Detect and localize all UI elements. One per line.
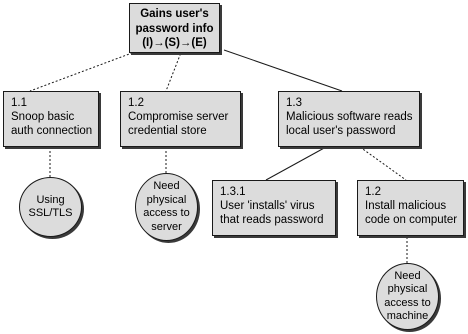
node-id: 1.2 (128, 97, 144, 109)
leaf-server-access-circle (135, 173, 198, 241)
leaf-text-line: SSL/TLS (28, 207, 73, 219)
leaf-text-line: access to (384, 296, 431, 309)
flow-step-s: (S) (164, 37, 180, 49)
node-label-line2: auth connection (11, 125, 93, 137)
root-flow (130, 36, 219, 51)
leaf-text-line: access to (143, 207, 190, 219)
edge-root-1-1 (30, 50, 140, 91)
root-goal-box (129, 3, 220, 53)
node-id: 1.3.1 (220, 186, 246, 198)
node-1-2-box (120, 91, 241, 147)
leaf-text-line: physical (387, 283, 428, 295)
node-label-line2: local user's password (286, 125, 396, 137)
edge-1-3-1-3-1 (266, 147, 326, 180)
leaf-text-line: Need (394, 269, 421, 282)
leaf-text-line: physical (146, 193, 187, 206)
node-id: 1.2 (365, 186, 381, 198)
node-1-3-box (278, 91, 420, 147)
edge-root-1-3 (224, 50, 342, 91)
node-1-3-1-box (212, 180, 336, 236)
leaf-text-line: server (151, 220, 182, 233)
node-label-line2: code on computer (365, 214, 458, 226)
flow-arrow-2: → (179, 37, 192, 49)
node-label-line2: credential store (128, 125, 207, 137)
node-install-code-box (357, 180, 464, 236)
node-label-line2: that reads password (220, 214, 324, 226)
root-title-line1: Gains user's (140, 8, 209, 20)
edge-1-3-install (360, 147, 406, 180)
flow-step-e: (E) (191, 37, 207, 49)
leaf-text-line: Need (153, 180, 180, 192)
node-label-line1: Malicious software reads (286, 111, 413, 123)
node-label-line1: Install malicious (365, 200, 447, 212)
node-label-line1: User 'installs' virus (220, 200, 315, 212)
leaf-text-line: Using (36, 193, 65, 206)
node-1-1-box (3, 91, 99, 147)
node-id: 1.1 (11, 97, 27, 109)
edge-root-1-2 (166, 50, 182, 91)
node-label-line1: Snoop basic (11, 111, 75, 123)
leaf-text-line: machine (386, 310, 429, 322)
leaf-ssl-tls-circle (19, 177, 82, 237)
leaf-machine-access-circle (376, 263, 439, 330)
root-title-line2: password info (135, 22, 214, 35)
node-label-line1: Compromise server (128, 111, 229, 123)
node-id: 1.3 (286, 97, 302, 109)
flow-arrow-1: → (153, 37, 165, 49)
flow-step-i: (I) (142, 37, 154, 49)
